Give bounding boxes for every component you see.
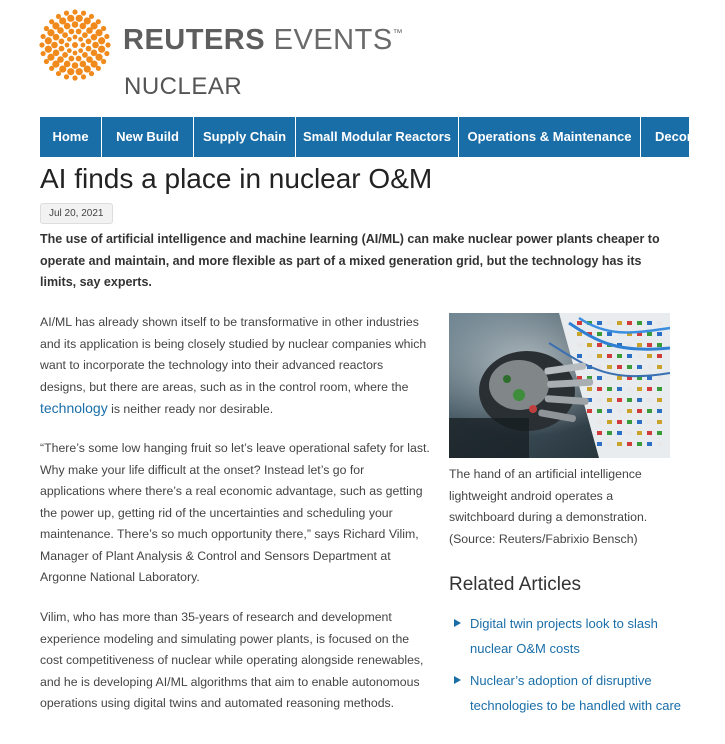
related-article-link[interactable]: Nuclear’s adoption of disruptive technologies to be handled with care (470, 673, 682, 713)
photo-caption: The hand of an artificial intelligence lightweight android operates a switchboard during a demonstration. (Source: Reuters/Fabrixio Bensch) (449, 467, 648, 546)
article-paragraph-3: Vilim, who has more than 35-years of research and development experience modeling and simulating power plants, is focused on the cost competitiveness of nuclear while operating alongside renewables, and he is developing AI/ML algorithms that aim to enable autonomous operations using digital twins and automated reasoning methods. (40, 610, 424, 710)
triangle-bullet-icon (454, 676, 461, 684)
paragraph-1-text-a: AI/ML has already shown itself to be transformative in other industries and its application is being closely studied by nuclear companies which want to incorporate the technology into their advanced reactors designs, but there are areas, such as in the control room, where the (40, 315, 427, 394)
article-lead: The use of artificial intelligence and machine learning (AI/ML) can make nuclear power plants cheaper to operate and maintain, and more flexible as part of a mixed generation grid, but the technology has its limits, say experts. (40, 232, 660, 289)
technology-link[interactable]: technology (40, 400, 108, 416)
nav-item-small-modular-reactors[interactable]: Small Modular Reactors (296, 117, 459, 157)
related-article-item[interactable] (452, 611, 682, 661)
reuters-logo-icon[interactable] (40, 10, 110, 80)
related-articles-list (452, 611, 682, 725)
nav-item-new-build[interactable]: New Build (102, 117, 194, 157)
nav-item-operations-maintenance[interactable]: Operations & Maintenance (459, 117, 641, 157)
article-paragraph-1 (40, 312, 432, 421)
paragraph-1-text-b: is neither ready nor desirable. (107, 402, 274, 416)
article-paragraph-2: “There’s some low hanging fruit so let’s leave operational safety for last. Why make your life difficult at the onset? Instead let’s go for applications where there’s a real economic advantage, such as getting the power up, getting rid of the uncertainties and scheduling your maintenance. There’s so much opportunity there,” says Richard Vilim, Manager of Plant Analysis & Control and Sensors Department at Argonne National Laboratory. (40, 441, 430, 584)
nav-item-decom[interactable]: Decom (655, 129, 699, 144)
main-nav (40, 117, 699, 157)
trademark: ™ (392, 28, 404, 39)
related-article-item[interactable] (452, 668, 682, 718)
brand-wordmark[interactable] (123, 24, 403, 57)
site-name[interactable]: NUCLEAR (124, 73, 243, 100)
nav-item-home[interactable]: Home (40, 117, 102, 157)
article-date: Jul 20, 2021 (40, 203, 113, 224)
robot-hand-image (449, 313, 670, 458)
related-article-link[interactable]: Digital twin projects look to slash nuclear O&M costs (470, 616, 658, 656)
article-photo (449, 313, 670, 458)
related-articles-heading: Related Articles (449, 574, 582, 595)
article-title: AI finds a place in nuclear O&M (40, 163, 433, 194)
triangle-bullet-icon (454, 619, 461, 627)
brand-reuters: REUTERS (123, 24, 266, 56)
brand-events: EVENTS (273, 24, 393, 56)
nav-item-supply-chain[interactable]: Supply Chain (194, 117, 296, 157)
